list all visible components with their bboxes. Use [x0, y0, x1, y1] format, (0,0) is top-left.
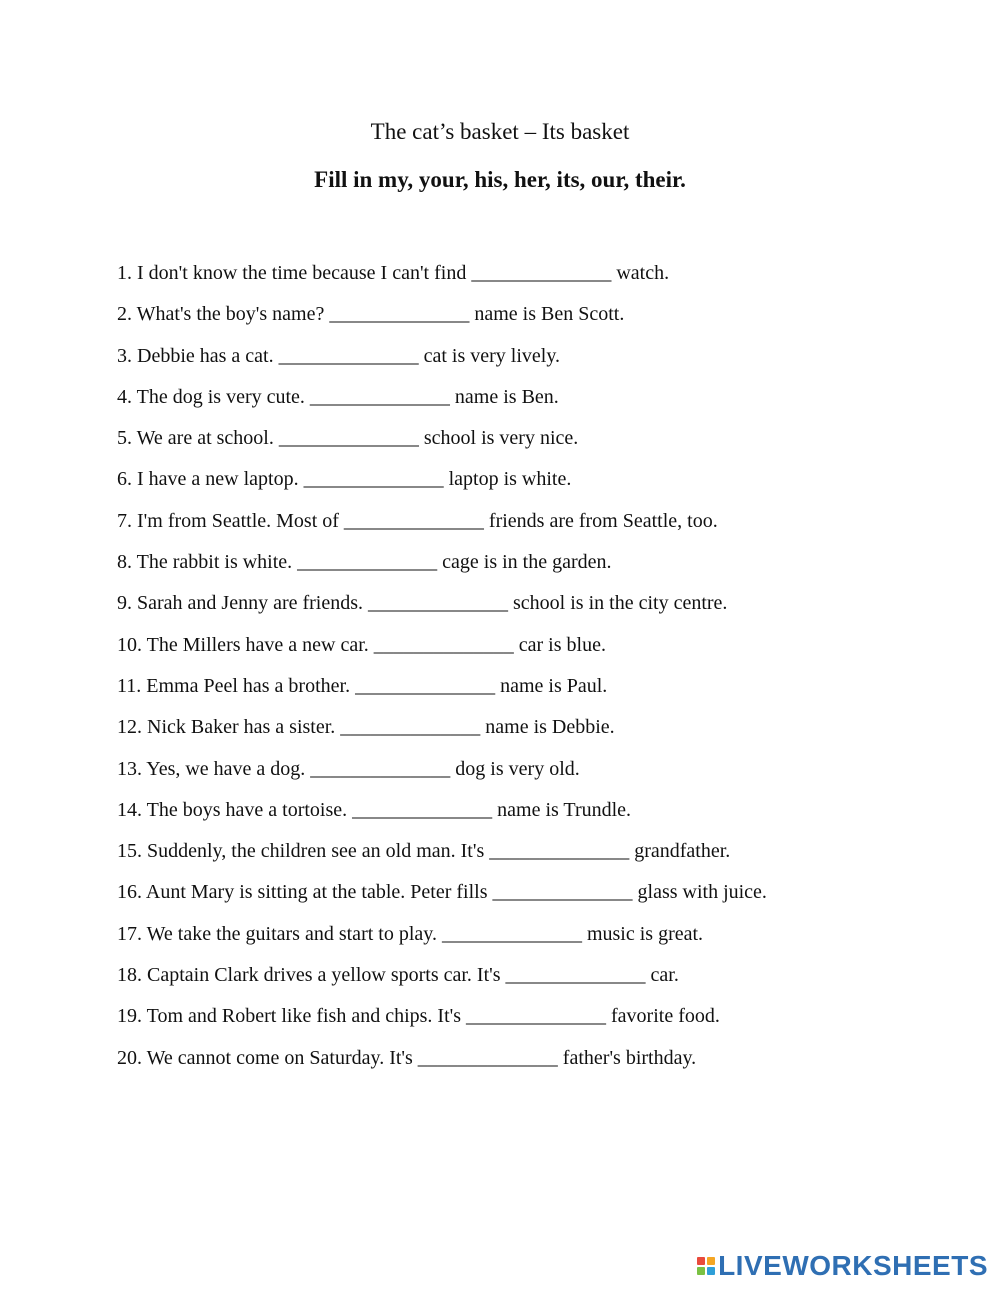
worksheet-title: The cat’s basket – Its basket [370, 119, 630, 144]
question-item[interactable]: 6. I have a new laptop. ______________ laptop is white. [117, 468, 572, 491]
liveworksheets-logo-icon [697, 1257, 715, 1275]
question-item[interactable]: 5. We are at school. ______________ school is very nice. [117, 427, 579, 450]
question-item[interactable]: 17. We take the guitars and start to play. ______________ music is great. [117, 922, 704, 945]
question-item[interactable]: 8. The rabbit is white. ______________ cage is in the garden. [117, 551, 612, 574]
question-item[interactable]: 15. Suddenly, the children see an old man. It's ______________ grandfather. [117, 840, 731, 863]
question-item[interactable]: 11. Emma Peel has a brother. ______________ name is Paul. [117, 674, 608, 697]
logo-text: LIVEWORKSHEETS [718, 1250, 988, 1281]
question-item[interactable]: 18. Captain Clark drives a yellow sports car. It's ______________ car. [117, 964, 679, 987]
logo-tile [697, 1267, 705, 1275]
question-item[interactable]: 20. We cannot come on Saturday. It's ______________ father's birthday. [117, 1046, 697, 1069]
question-item[interactable]: 16. Aunt Mary is sitting at the table. Peter fills ______________ glass with juice. [117, 881, 767, 904]
question-item[interactable]: 3. Debbie has a cat. ______________ cat is very lively. [117, 344, 561, 367]
question-item[interactable]: 10. The Millers have a new car. ______________ car is blue. [117, 633, 606, 656]
question-item[interactable]: 1. I don't know the time because I can't find ______________ watch. [117, 262, 670, 284]
liveworksheets-logo[interactable] [697, 1251, 988, 1281]
question-item[interactable]: 7. I'm from Seattle. Most of ______________ friends are from Seattle, too. [117, 509, 718, 532]
question-item[interactable]: 12. Nick Baker has a sister. ______________ name is Debbie. [117, 716, 615, 739]
question-item[interactable]: 14. The boys have a tortoise. ______________ name is Trundle. [117, 798, 632, 821]
logo-tile [697, 1257, 705, 1265]
worksheet-instruction: Fill in my, your, his, her, its, our, their. [314, 167, 686, 192]
logo-tile [707, 1267, 715, 1275]
logo-tile [707, 1257, 715, 1265]
question-item[interactable]: 19. Tom and Robert like fish and chips. It's ______________ favorite food. [117, 1005, 720, 1028]
question-list [117, 253, 767, 1079]
question-item[interactable]: 13. Yes, we have a dog. ______________ dog is very old. [117, 757, 580, 780]
question-item[interactable]: 2. What's the boy's name? ______________ name is Ben Scott. [117, 303, 625, 326]
question-item[interactable]: 4. The dog is very cute. ______________ name is Ben. [117, 385, 559, 408]
question-item[interactable]: 9. Sarah and Jenny are friends. ______________ school is in the city centre. [117, 592, 728, 615]
